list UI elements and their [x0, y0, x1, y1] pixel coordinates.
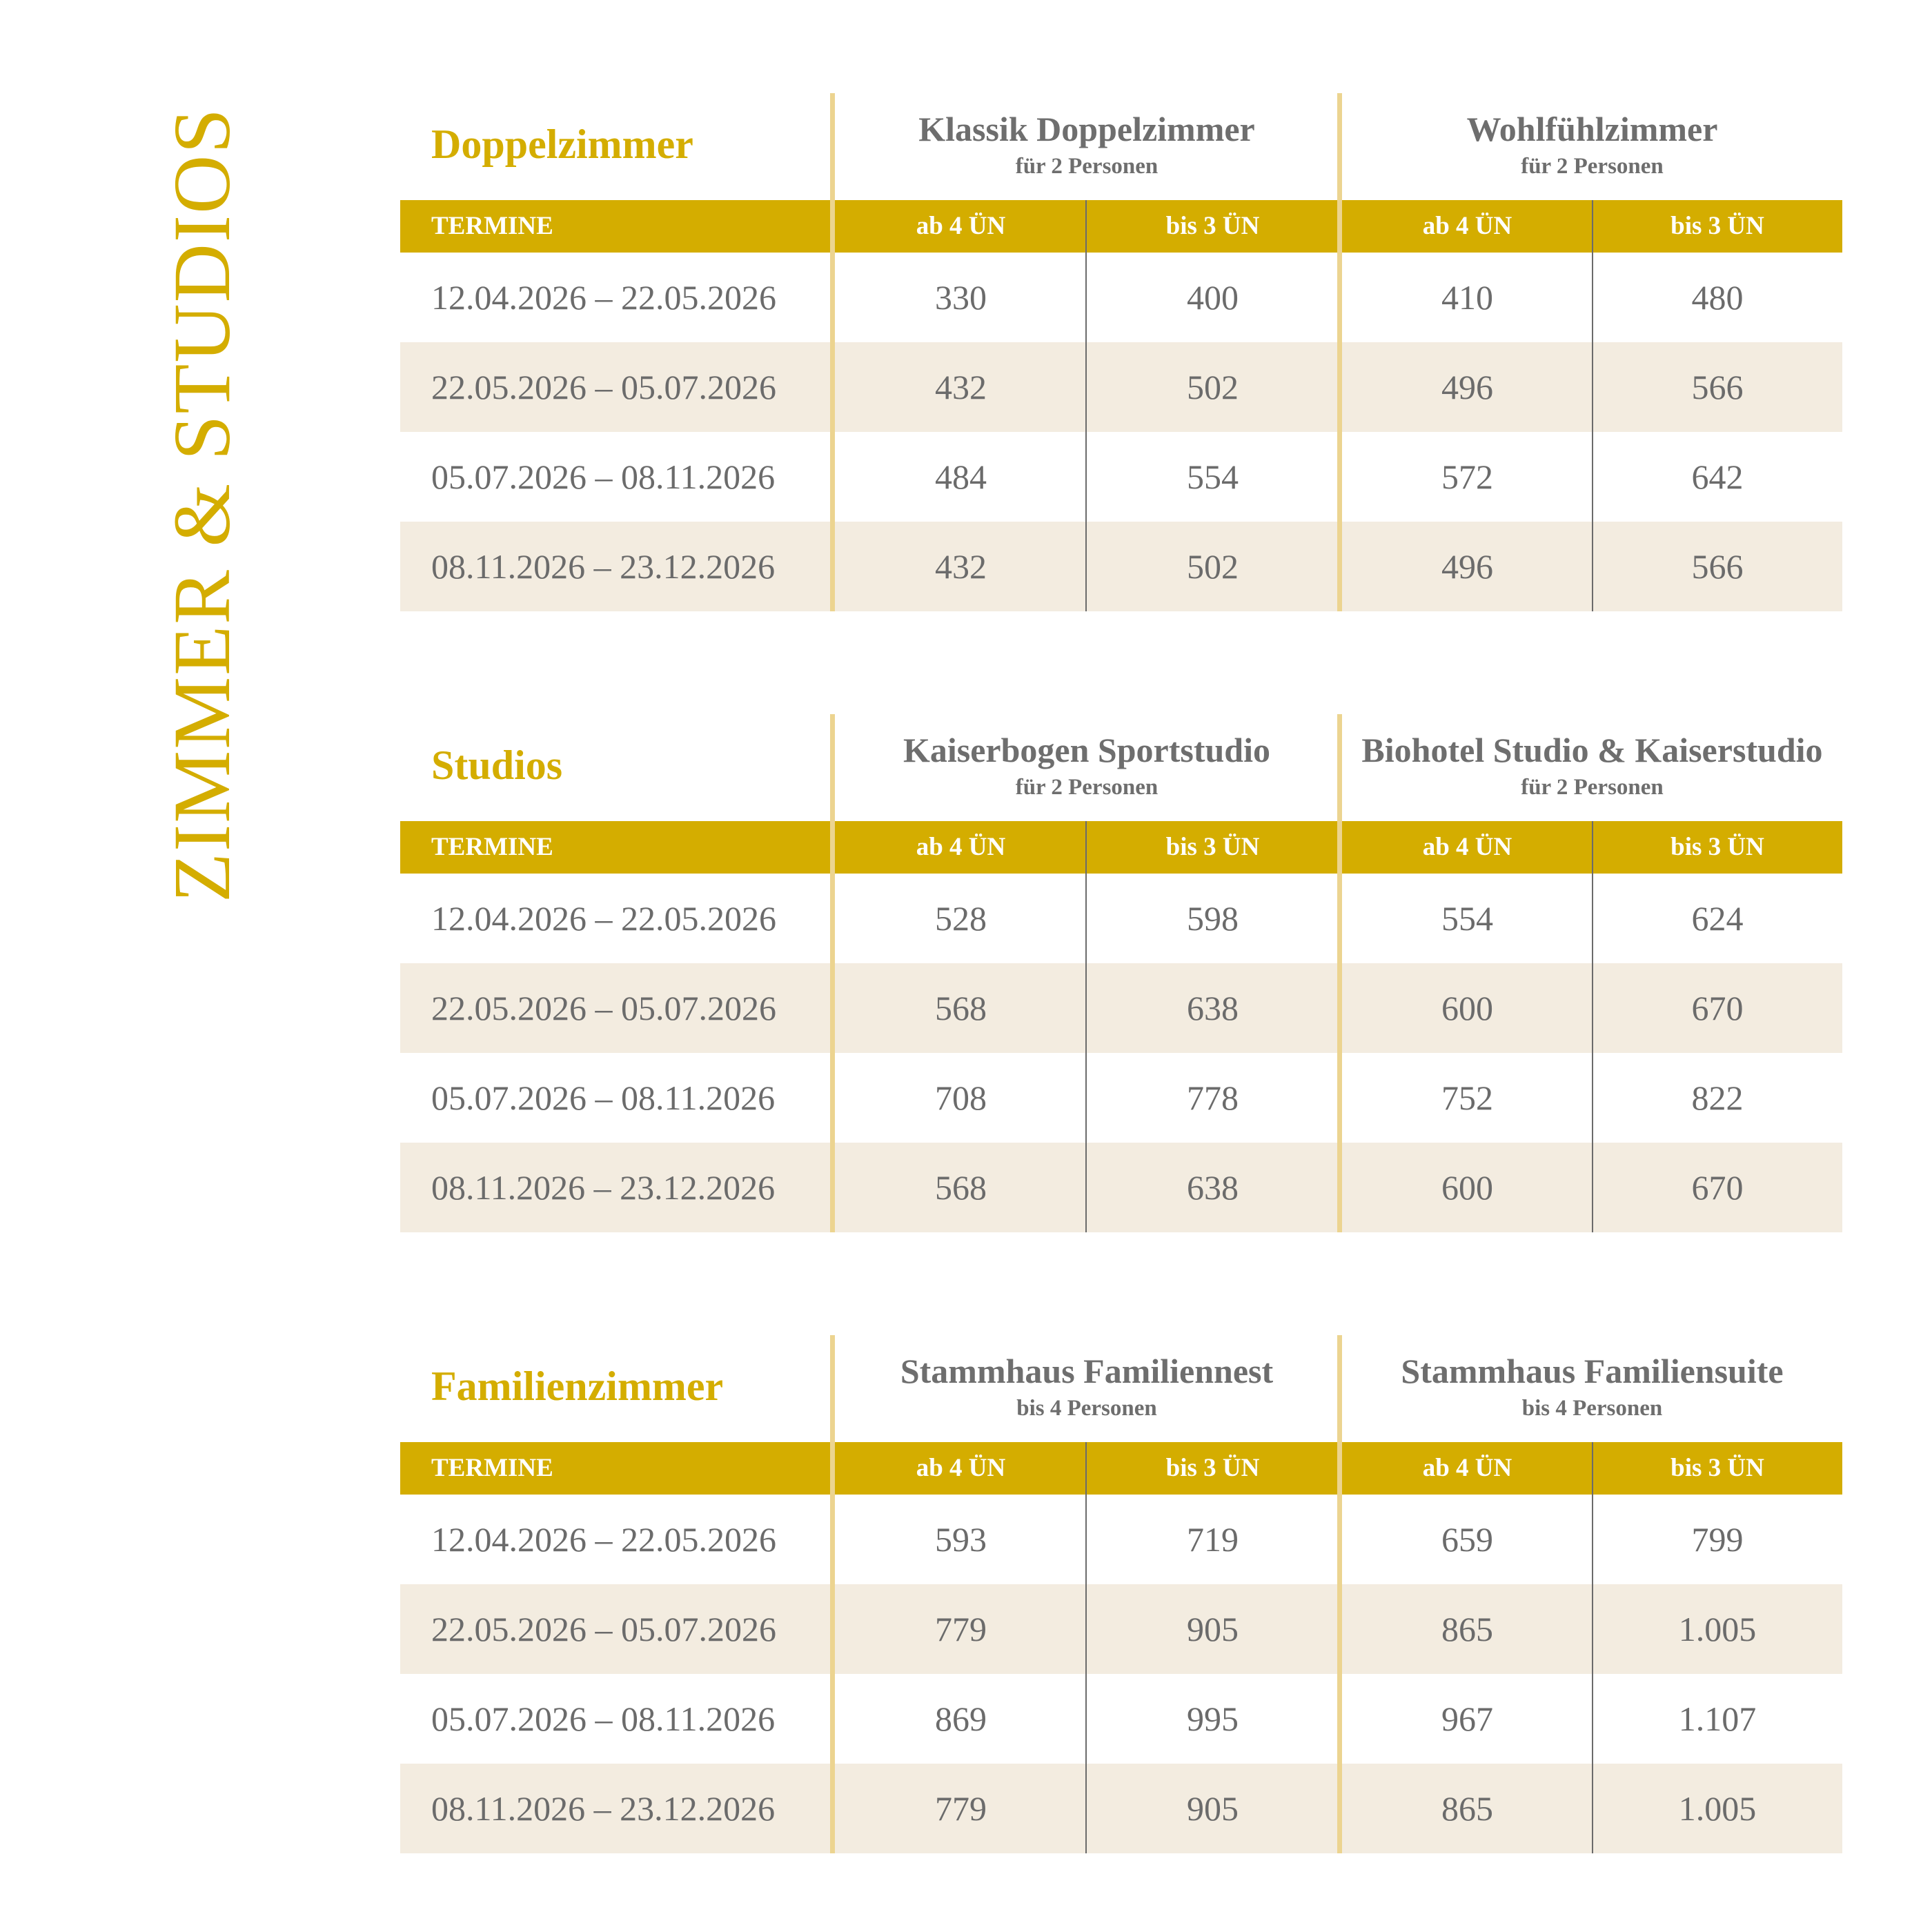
table-row: [400, 874, 1842, 963]
table-row: [400, 1674, 1842, 1764]
category-title: Familienzimmer: [431, 1363, 724, 1409]
price-cell: 496: [1441, 547, 1493, 586]
date-range: 22.05.2026 – 05.07.2026: [431, 989, 776, 1027]
price-cell: 554: [1187, 457, 1239, 496]
column-header-bis: bis 3 ÜN: [1165, 212, 1260, 240]
column-divider: [1592, 1442, 1593, 1853]
column-header-bar: [400, 821, 1842, 874]
column-header-ab: ab 4 ÜN: [916, 833, 1006, 861]
price-cell: 568: [935, 1168, 987, 1207]
price-cell: 905: [1187, 1610, 1239, 1648]
price-cell: 1.005: [1678, 1789, 1757, 1828]
price-cell: 1.107: [1678, 1699, 1757, 1738]
price-cell: 554: [1441, 899, 1493, 938]
price-cell: 659: [1441, 1520, 1493, 1559]
price-cell: 600: [1441, 1168, 1493, 1207]
column-header-ab: ab 4 ÜN: [916, 1454, 1006, 1482]
date-range: 05.07.2026 – 08.11.2026: [431, 1699, 776, 1738]
price-cell: 779: [935, 1610, 987, 1648]
price-cell: 480: [1691, 278, 1744, 317]
price-cell: 638: [1187, 989, 1239, 1027]
table-row: [400, 253, 1842, 342]
table-row: [400, 522, 1842, 611]
price-cell: 865: [1441, 1610, 1493, 1648]
table-header: [400, 714, 1842, 821]
page-title: ZIMMER & STUDIOS: [157, 107, 247, 903]
table-row: [400, 1495, 1842, 1584]
room-occupancy: für 2 Personen: [1015, 775, 1159, 800]
price-cell: 708: [935, 1078, 987, 1117]
room-occupancy: bis 4 Personen: [1016, 1396, 1157, 1421]
column-divider: [1337, 1335, 1342, 1853]
room-name: Stammhaus Familiennest: [900, 1352, 1274, 1390]
column-divider: [1337, 93, 1342, 611]
price-cell: 572: [1441, 457, 1493, 496]
price-cell: 624: [1691, 899, 1744, 938]
room-name: Biohotel Studio & Kaiserstudio: [1361, 731, 1823, 769]
category-title: Doppelzimmer: [431, 121, 693, 167]
price-cell: 670: [1691, 1168, 1744, 1207]
column-header-bis: bis 3 ÜN: [1670, 833, 1764, 861]
table-row: [400, 963, 1842, 1053]
price-cell: 432: [935, 368, 987, 406]
price-cell: 502: [1187, 368, 1239, 406]
price-cell: 719: [1187, 1520, 1239, 1559]
price-cell: 528: [935, 899, 987, 938]
room-header: [835, 1349, 1339, 1423]
price-cell: 865: [1441, 1789, 1493, 1828]
price-cell: 496: [1441, 368, 1493, 406]
room-header: [1342, 107, 1842, 181]
column-divider: [830, 1335, 835, 1853]
price-cell: 642: [1691, 457, 1744, 496]
table-header: [400, 1335, 1842, 1442]
room-header: [1342, 728, 1842, 802]
column-divider: [1592, 200, 1593, 611]
column-header-bar: [400, 200, 1842, 253]
price-cell: 995: [1187, 1699, 1239, 1738]
date-range: 08.11.2026 – 23.12.2026: [431, 1168, 776, 1207]
column-divider: [830, 714, 835, 1232]
price-cell: 799: [1691, 1520, 1744, 1559]
room-occupancy: bis 4 Personen: [1521, 1396, 1663, 1421]
date-range: 22.05.2026 – 05.07.2026: [431, 368, 776, 406]
column-header-ab: ab 4 ÜN: [916, 212, 1006, 240]
price-cell: 869: [935, 1699, 987, 1738]
price-cell: 566: [1691, 368, 1744, 406]
price-table-familienzimmer: [400, 1335, 1842, 1853]
price-cell: 1.005: [1678, 1610, 1757, 1648]
column-divider: [830, 93, 835, 611]
price-cell: 905: [1187, 1789, 1239, 1828]
column-header-ab: ab 4 ÜN: [1422, 212, 1512, 240]
room-occupancy: für 2 Personen: [1521, 154, 1664, 179]
price-cell: 330: [935, 278, 987, 317]
price-cell: 410: [1441, 278, 1493, 317]
column-divider: [1337, 714, 1342, 1232]
price-cell: 432: [935, 547, 987, 586]
price-cell: 779: [935, 1789, 987, 1828]
column-divider: [1085, 821, 1087, 1232]
date-range: 08.11.2026 – 23.12.2026: [431, 547, 776, 586]
column-header-ab: ab 4 ÜN: [1422, 833, 1512, 861]
price-cell: 967: [1441, 1699, 1493, 1738]
date-range: 22.05.2026 – 05.07.2026: [431, 1610, 776, 1648]
room-occupancy: für 2 Personen: [1521, 775, 1664, 800]
column-header-bis: bis 3 ÜN: [1165, 833, 1260, 861]
column-header-bis: bis 3 ÜN: [1670, 212, 1764, 240]
price-cell: 598: [1187, 899, 1239, 938]
column-header-bis: bis 3 ÜN: [1165, 1454, 1260, 1482]
price-cell: 822: [1691, 1078, 1744, 1117]
room-header: [835, 728, 1339, 802]
column-header-termine: TERMINE: [431, 833, 553, 861]
column-header-ab: ab 4 ÜN: [1422, 1454, 1512, 1482]
category-title: Studios: [431, 742, 563, 788]
table-row: [400, 432, 1842, 522]
date-range: 12.04.2026 – 22.05.2026: [431, 1520, 776, 1559]
price-cell: 670: [1691, 989, 1744, 1027]
date-range: 08.11.2026 – 23.12.2026: [431, 1789, 776, 1828]
date-range: 05.07.2026 – 08.11.2026: [431, 457, 776, 496]
room-name: Kaiserbogen Sportstudio: [903, 731, 1270, 769]
column-header-bis: bis 3 ÜN: [1670, 1454, 1764, 1482]
column-divider: [1085, 1442, 1087, 1853]
price-cell: 752: [1441, 1078, 1493, 1117]
price-cell: 566: [1691, 547, 1744, 586]
table-row: [400, 1764, 1842, 1853]
date-range: 12.04.2026 – 22.05.2026: [431, 278, 776, 317]
table-header: [400, 93, 1842, 200]
price-cell: 400: [1187, 278, 1239, 317]
column-divider: [1592, 821, 1593, 1232]
room-header: [835, 107, 1339, 181]
price-cell: 778: [1187, 1078, 1239, 1117]
price-cell: 593: [935, 1520, 987, 1559]
price-table-doppelzimmer: [400, 93, 1842, 611]
room-name: Klassik Doppelzimmer: [918, 110, 1255, 148]
column-header-bar: [400, 1442, 1842, 1495]
price-cell: 638: [1187, 1168, 1239, 1207]
table-row: [400, 1584, 1842, 1674]
room-name: Stammhaus Familiensuite: [1401, 1352, 1784, 1390]
table-row: [400, 342, 1842, 432]
room-header: [1342, 1349, 1842, 1423]
price-table-studios: [400, 714, 1842, 1232]
column-header-termine: TERMINE: [431, 1454, 553, 1482]
column-divider: [1085, 200, 1087, 611]
table-row: [400, 1143, 1842, 1232]
price-cell: 600: [1441, 989, 1493, 1027]
date-range: 12.04.2026 – 22.05.2026: [431, 899, 776, 938]
column-header-termine: TERMINE: [431, 212, 553, 240]
room-name: Wohlfühlzimmer: [1466, 110, 1718, 148]
room-occupancy: für 2 Personen: [1015, 154, 1159, 179]
price-cell: 484: [935, 457, 987, 496]
table-row: [400, 1053, 1842, 1143]
price-cell: 568: [935, 989, 987, 1027]
price-cell: 502: [1187, 547, 1239, 586]
date-range: 05.07.2026 – 08.11.2026: [431, 1078, 776, 1117]
